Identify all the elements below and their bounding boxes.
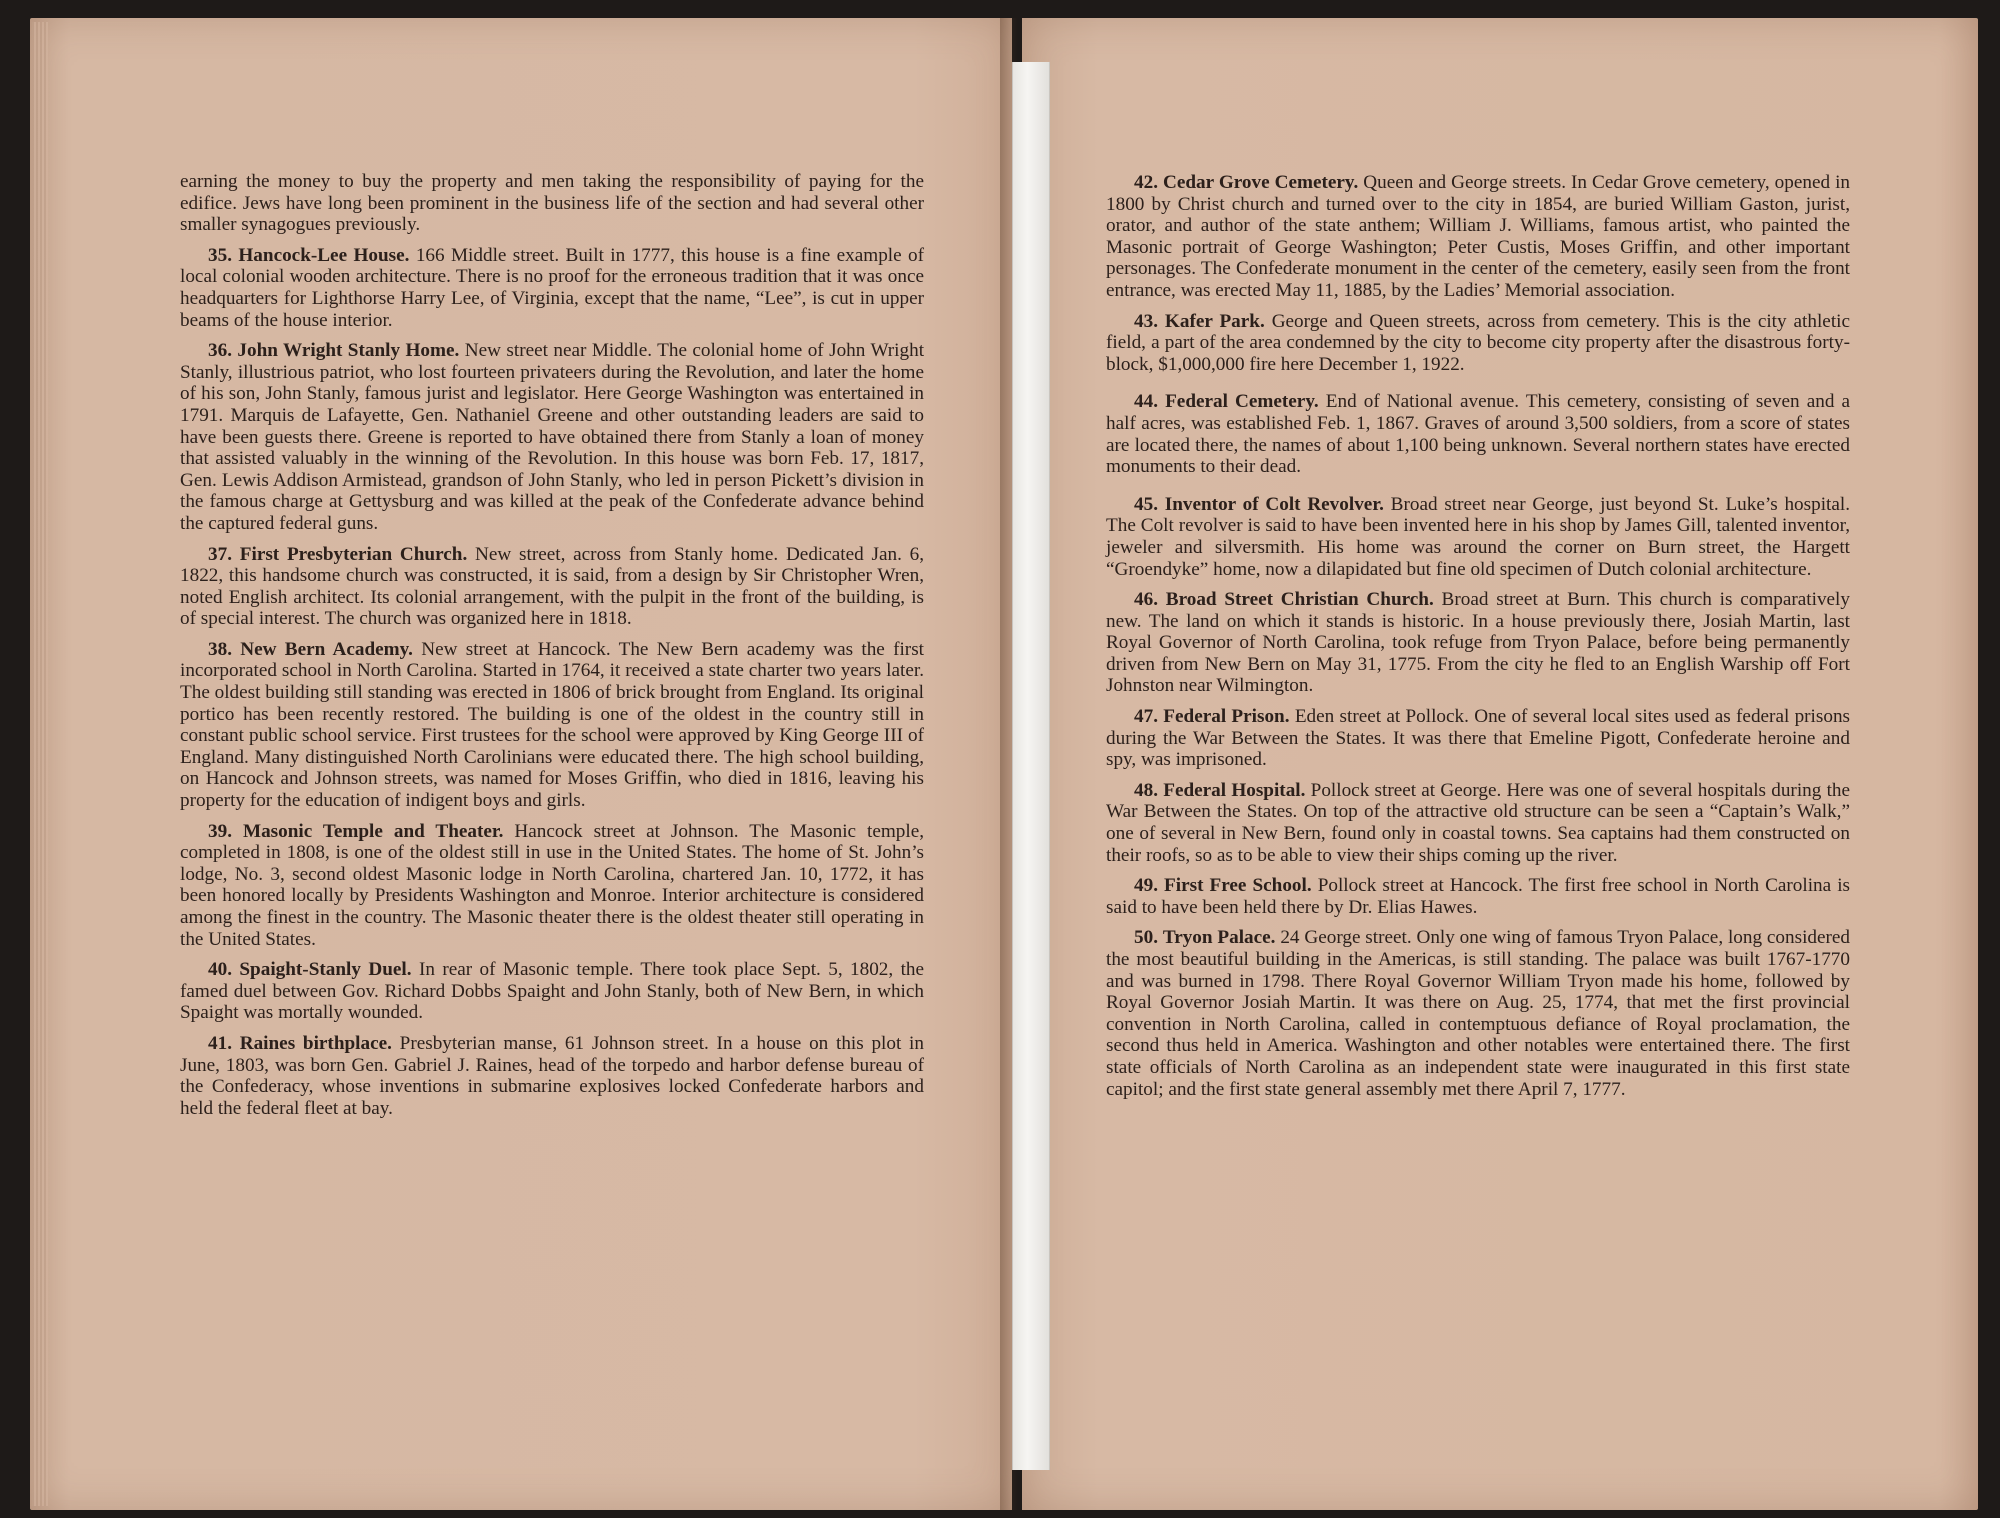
- entry-title: Cedar Grove Cemetery.: [1163, 172, 1359, 193]
- entry-number: 37.: [208, 543, 232, 565]
- entry-title: Hancock-Lee House.: [238, 244, 410, 266]
- entry-text: In rear of Masonic temple. There took place Sept. 5, 1802, the famed duel between Gov. Richard Dobbs Spaight and John Stanly, both of New Bern, in which Spaight was mortally wounded.: [180, 959, 925, 1024]
- entry-number: 44.: [1134, 391, 1158, 413]
- entry-number: 46.: [1134, 589, 1158, 611]
- entry-number: 48.: [1134, 779, 1158, 801]
- entry-36: [180, 340, 924, 534]
- page-edge: [32, 22, 48, 1506]
- entry-text: Queen and George streets. In Cedar Grove cemetery, opened in 1800 by Christ church and turned over to the city in 1854, are buried William Gaston, jurist, orator, and author of the state anthem; William J. Williams, famous artist, who painted the Masonic portrait of George Washington; Peter Custis, Moses Griffin, and other important personages. The Confederate monument in the center of the cemetery, easily seen from the front entrance, was erected May 11, 1885, by the Ladies’ Memorial association.: [1106, 172, 1851, 301]
- entry-40: [180, 959, 924, 1024]
- entry-title: Federal Cemetery.: [1165, 391, 1319, 413]
- entry-title: Tryon Palace.: [1162, 927, 1276, 949]
- entry-number: 40.: [208, 959, 232, 981]
- right-text-column: [1106, 172, 1850, 1109]
- entry-number: 45.: [1134, 493, 1158, 515]
- entry-50: [1106, 927, 1850, 1100]
- entry-title: First Presbyterian Church.: [239, 543, 468, 565]
- entry-number: 42.: [1134, 172, 1158, 193]
- entry-text: Hancock street at Johnson. The Masonic temple, completed in 1808, is one of the oldest still in use in the United States. The home of St. John’s lodge, No. 3, second oldest Masonic lodge in North Carolina, chartered Jan. 10, 1772, it has been honored locally by Presidents Washington and Monroe. Interior architecture is considered among the finest in the country. The Masonic theater there is the oldest theater still operating in the United States.: [180, 820, 925, 950]
- entry-title: First Free School.: [1164, 875, 1312, 897]
- entry-title: Federal Hospital.: [1163, 779, 1306, 801]
- entry-38: [180, 639, 924, 812]
- entry-43: [1106, 311, 1850, 376]
- entry-title: Kafer Park.: [1164, 310, 1265, 332]
- entry-number: 43.: [1134, 310, 1158, 332]
- entry-text: Presbyterian manse, 61 Johnson street. In a house on this plot in June, 1803, was born Gen. Gabriel J. Raines, head of the torpedo and harbor defense bureau of the Confederacy, whose inventions in submarine explosives locked Confederate harbors and held the federal fleet at bay.: [180, 1032, 924, 1119]
- entry-number: 50.: [1134, 927, 1158, 949]
- entry-45: [1106, 494, 1850, 580]
- entry-title: Inventor of Colt Revolver.: [1164, 493, 1384, 515]
- binding-tape: [1012, 62, 1050, 1470]
- entry-title: Masonic Temple and Theater.: [242, 820, 504, 842]
- entry-46: [1106, 589, 1850, 697]
- left-text-column: [180, 171, 924, 1128]
- entry-number: 39.: [208, 820, 232, 842]
- entry-number: 49.: [1134, 875, 1158, 897]
- entry-text: New street near Middle. The colonial home of John Wright Stanly, illustrious patriot, who lost fourteen privateers during the Revolution, and later the home of his son, John Stanly, famous jurist and legislator. Here George Washington was entertained in 1791. Marquis de Lafayette, Gen. Nathaniel Greene and other outstanding leaders are said to have been guests there. Greene is reported to have obtained there from Stanly a loan of money that assisted valuably in the winning of the Revolution. In this house was born Feb. 17, 1817, Gen. Lewis Addison Armistead, grandson of John Stanly, who led in person Pickett’s division in the famous charge at Gettysburg and was killed at the peak of the Confederate advance behind the captured federal guns.: [180, 340, 925, 534]
- entry-text: New street at Hancock. The New Bern academy was the first incorporated school in North Carolina. Started in 1764, it received a state charter two years later. The oldest building still standing was erected in 1806 of brick brought from England. Its original portico has been recently restored. The building is one of the oldest in the country still in constant public school service. First trustees for the school were approved by King George III of England. Many distinguished North Carolinians were educated there. The high school building, on Hancock and Johnson streets, was named for Moses Griffin, who died in 1816, leaving his property for the education of indigent boys and girls.: [180, 638, 924, 812]
- entry-title: Spaight-Stanly Duel.: [239, 959, 412, 981]
- entry-48: [1106, 780, 1850, 866]
- entry-title: Federal Prison.: [1163, 706, 1290, 728]
- entry-title: John Wright Stanly Home.: [237, 340, 460, 362]
- entry-44: [1106, 391, 1850, 477]
- entry-title: New Bern Academy.: [240, 638, 413, 660]
- entry-35: [180, 245, 924, 331]
- entry-title: Raines birthplace.: [239, 1032, 392, 1054]
- entry-text: Broad street near George, just beyond St. Luke’s hospital. The Colt revolver is said to have been invented here in his shop by James Gill, talented inventor, jeweler and silversmith. His home was around the corner on Burn street, the Hargett “Groendyke” home, now a dilapidated but fine old specimen of Dutch colonial architecture.: [1106, 493, 1851, 580]
- entry-text: Broad street at Burn. This church is comparatively new. The land on which it stands is historic. In a house previously there, Josiah Martin, last Royal Governor of North Carolina, took refuge from Tryon Palace, before being permanently driven from New Bern on May 31, 1775. From the city he fled to an English Warship off Fort Johnston near Wilmington.: [1106, 589, 1850, 697]
- entry-text: New street, across from Stanly home. Dedicated Jan. 6, 1822, this handsome church was constructed, it is said, from a design by Sir Christopher Wren, noted English architect. Its colonial arrangement, with the pulpit in the front of the building, is of special interest. The church was organized here in 1818.: [180, 543, 925, 630]
- entry-39: [180, 821, 924, 951]
- entry-number: 36.: [208, 340, 232, 362]
- entry-42: [1106, 172, 1850, 302]
- entry-37: [180, 544, 924, 630]
- paragraph: [180, 171, 924, 236]
- entry-number: 47.: [1134, 706, 1158, 728]
- entry-number: 38.: [208, 638, 232, 660]
- entry-text: Pollock street at Hancock. The first free school in North Carolina is said to have been held there by Dr. Elias Hawes.: [1106, 875, 1851, 918]
- entry-49: [1106, 875, 1850, 918]
- entry-number: 35.: [208, 244, 232, 266]
- paragraph-text: earning the money to buy the property and men taking the responsibility of paying for the edifice. Jews have long been prominent in the business life of the section and had several other smaller synagogues previously.: [180, 171, 924, 236]
- entry-text: Pollock street at George. Here was one of several hospitals during the War Between the States. On top of the attractive old structure can be seen a “Captain’s Walk,” one of several in New Bern, found only in coastal towns. Sea captains had them constructed on their roofs, so as to be able to view their ships coming up the river.: [1106, 779, 1851, 866]
- entry-text: 166 Middle street. Built in 1777, this house is a fine example of local colonial wooden architecture. There is no proof for the erroneous tradition that it was once headquarters for Lighthorse Harry Lee, of Virginia, except that the name, “Lee”, is cut in upper beams of the house interior.: [180, 244, 925, 331]
- entry-47: [1106, 706, 1850, 771]
- entry-title: Broad Street Christian Church.: [1165, 589, 1434, 611]
- entry-text: George and Queen streets, across from cemetery. This is the city athletic field, a part of the area condemned by the city to become city property after the disastrous forty-block, $1,000,000 fire here December 1, 1922.: [1106, 310, 1850, 375]
- entry-text: Eden street at Pollock. One of several local sites used as federal prisons during the War Between the States. It was there that Emeline Pigott, Confederate heroine and spy, was imprisoned.: [1106, 706, 1851, 771]
- entry-text: End of National avenue. This cemetery, consisting of seven and a half acres, was established Feb. 1, 1867. Graves of around 3,500 soldiers, from a score of states are located there, the names of about 1,100 being unknown. Several northern states have erected monuments to their dead.: [1106, 391, 1851, 478]
- entry-text: 24 George street. Only one wing of famous Tryon Palace, long considered the most beautiful building in the Americas, is still standing. The palace was built 1767-1770 and was burned in 1798. There Royal Governor William Tryon made his home, followed by Royal Governor Josiah Martin. It was there on Aug. 25, 1774, that met the first provincial convention in North Carolina, called in contemptuous defiance of Royal proclamation, the second thus held in America. Washington and other notables were entertained there. The first state officials of North Carolina as an independent state were inaugurated in this first state capitol; and the first state general assembly met there April 7, 1777.: [1106, 927, 1851, 1100]
- entry-number: 41.: [208, 1032, 232, 1054]
- entry-41: [180, 1033, 924, 1119]
